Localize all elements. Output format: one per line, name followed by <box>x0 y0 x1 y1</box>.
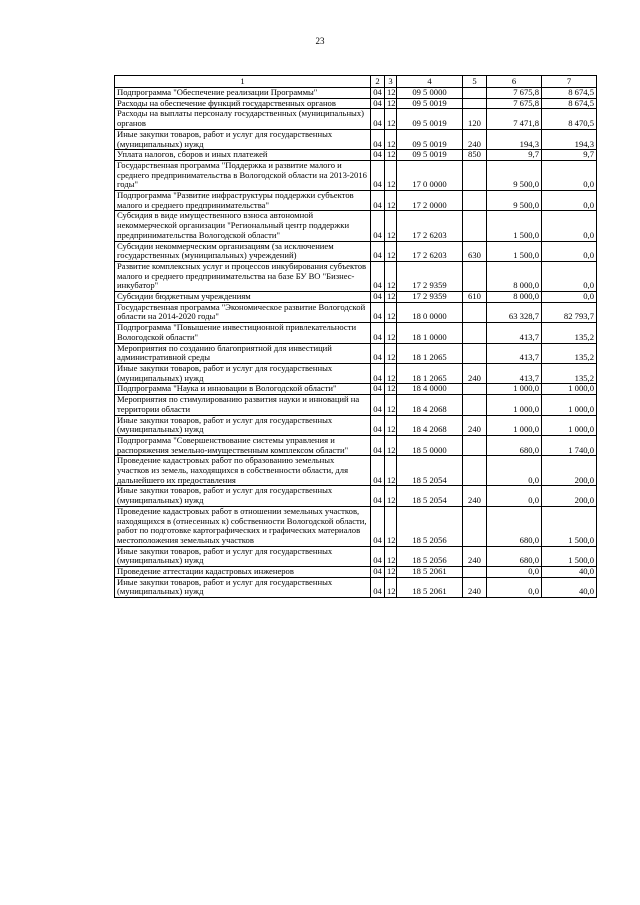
column-header: 7 <box>542 76 597 88</box>
amount-year-1: 7 675,8 <box>487 88 542 99</box>
subsection-code: 12 <box>385 129 397 149</box>
subsection-code: 12 <box>385 98 397 109</box>
section-code: 04 <box>371 435 385 455</box>
subsection-code: 12 <box>385 191 397 211</box>
amount-year-2: 0,0 <box>542 211 597 241</box>
row-description: Подпрограмма "Обеспечение реализации Программы" <box>115 88 371 99</box>
row-description: Государственная программа "Экономическое развитие Вологодской области на 2014-2020 годы" <box>115 302 371 322</box>
target-article-code: 18 5 2061 <box>397 577 463 597</box>
row-description: Проведение аттестации кадастровых инженеров <box>115 567 371 578</box>
column-header: 4 <box>397 76 463 88</box>
expense-type-code <box>463 384 487 395</box>
target-article-code: 18 5 2056 <box>397 546 463 566</box>
amount-year-2: 8 470,5 <box>542 109 597 129</box>
target-article-code: 09 5 0019 <box>397 109 463 129</box>
amount-year-2: 1 500,0 <box>542 506 597 546</box>
amount-year-2: 0,0 <box>542 191 597 211</box>
table-row <box>115 506 597 546</box>
table-row <box>115 150 597 161</box>
target-article-code: 17 2 6203 <box>397 211 463 241</box>
subsection-code: 12 <box>385 241 397 261</box>
table-row <box>115 292 597 303</box>
section-code: 04 <box>371 241 385 261</box>
column-header: 6 <box>487 76 542 88</box>
expense-type-code <box>463 323 487 343</box>
amount-year-2: 9,7 <box>542 150 597 161</box>
subsection-code: 12 <box>385 88 397 99</box>
table-row <box>115 415 597 435</box>
section-code: 04 <box>371 506 385 546</box>
amount-year-1: 1 500,0 <box>487 241 542 261</box>
target-article-code: 18 1 0000 <box>397 323 463 343</box>
target-article-code: 18 1 2065 <box>397 363 463 383</box>
amount-year-2: 1 000,0 <box>542 415 597 435</box>
amount-year-1: 680,0 <box>487 506 542 546</box>
amount-year-1: 9,7 <box>487 150 542 161</box>
expense-type-code: 240 <box>463 415 487 435</box>
expense-type-code <box>463 160 487 190</box>
section-code: 04 <box>371 88 385 99</box>
row-description: Подпрограмма "Развитие инфраструктуры поддержки субъектов малого и среднего предпринимательства" <box>115 191 371 211</box>
budget-table <box>114 75 597 598</box>
row-description: Развитие комплексных услуг и процессов инкубирования субъектов малого и среднего предпринимательства на базе БУ ВО "Бизнес-инкубатор" <box>115 261 371 291</box>
target-article-code: 18 4 2068 <box>397 415 463 435</box>
amount-year-2: 0,0 <box>542 261 597 291</box>
subsection-code: 12 <box>385 292 397 303</box>
target-article-code: 18 1 2065 <box>397 343 463 363</box>
table-row <box>115 88 597 99</box>
table-row <box>115 302 597 322</box>
row-description: Проведение кадастровых работ по образованию земельных участков из земель, находящихся в собственности области, для дальнейшего их предоставления <box>115 456 371 486</box>
row-description: Подпрограмма "Наука и инновации в Вологодской области" <box>115 384 371 395</box>
subsection-code: 12 <box>385 435 397 455</box>
section-code: 04 <box>371 415 385 435</box>
target-article-code: 17 2 9359 <box>397 292 463 303</box>
target-article-code: 18 5 2056 <box>397 506 463 546</box>
amount-year-2: 40,0 <box>542 577 597 597</box>
target-article-code: 09 5 0000 <box>397 88 463 99</box>
section-code: 04 <box>371 486 385 506</box>
amount-year-1: 1 000,0 <box>487 415 542 435</box>
column-header: 2 <box>371 76 385 88</box>
subsection-code: 12 <box>385 160 397 190</box>
subsection-code: 12 <box>385 486 397 506</box>
section-code: 04 <box>371 302 385 322</box>
subsection-code: 12 <box>385 395 397 415</box>
column-header: 1 <box>115 76 371 88</box>
target-article-code: 18 5 0000 <box>397 435 463 455</box>
section-code: 04 <box>371 456 385 486</box>
section-code: 04 <box>371 261 385 291</box>
amount-year-1: 680,0 <box>487 546 542 566</box>
expense-type-code: 630 <box>463 241 487 261</box>
expense-type-code <box>463 211 487 241</box>
subsection-code: 12 <box>385 343 397 363</box>
expense-type-code: 850 <box>463 150 487 161</box>
page-number: 23 <box>315 36 325 46</box>
table-row <box>115 211 597 241</box>
subsection-code: 12 <box>385 546 397 566</box>
table-row <box>115 191 597 211</box>
section-code: 04 <box>371 98 385 109</box>
row-description: Субсидия в виде имущественного взноса автономной некоммерческой организации "Региональный центр поддержки предпринимательства Вологодской области" <box>115 211 371 241</box>
table-row <box>115 129 597 149</box>
amount-year-1: 0,0 <box>487 456 542 486</box>
row-description: Иные закупки товаров, работ и услуг для государственных (муниципальных) нужд <box>115 415 371 435</box>
amount-year-1: 194,3 <box>487 129 542 149</box>
target-article-code: 09 5 0019 <box>397 150 463 161</box>
subsection-code: 12 <box>385 415 397 435</box>
expense-type-code: 240 <box>463 129 487 149</box>
amount-year-1: 680,0 <box>487 435 542 455</box>
expense-type-code <box>463 395 487 415</box>
section-code: 04 <box>371 129 385 149</box>
row-description: Расходы на обеспечение функций государственных органов <box>115 98 371 109</box>
amount-year-1: 1 000,0 <box>487 384 542 395</box>
amount-year-2: 0,0 <box>542 160 597 190</box>
section-code: 04 <box>371 546 385 566</box>
section-code: 04 <box>371 109 385 129</box>
amount-year-1: 7 675,8 <box>487 98 542 109</box>
target-article-code: 18 0 0000 <box>397 302 463 322</box>
table-row <box>115 435 597 455</box>
expense-type-code <box>463 567 487 578</box>
expense-type-code <box>463 261 487 291</box>
section-code: 04 <box>371 567 385 578</box>
table-row <box>115 261 597 291</box>
row-description: Иные закупки товаров, работ и услуг для государственных (муниципальных) нужд <box>115 129 371 149</box>
section-code: 04 <box>371 343 385 363</box>
table-row <box>115 241 597 261</box>
header-row <box>115 76 597 88</box>
expense-type-code: 120 <box>463 109 487 129</box>
amount-year-1: 9 500,0 <box>487 160 542 190</box>
subsection-code: 12 <box>385 150 397 161</box>
amount-year-2: 0,0 <box>542 241 597 261</box>
section-code: 04 <box>371 577 385 597</box>
amount-year-2: 135,2 <box>542 323 597 343</box>
row-description: Субсидии некоммерческим организациям (за исключением государственных (муниципальных) учреждений) <box>115 241 371 261</box>
amount-year-1: 63 328,7 <box>487 302 542 322</box>
table-row <box>115 323 597 343</box>
amount-year-1: 0,0 <box>487 486 542 506</box>
section-code: 04 <box>371 191 385 211</box>
expense-type-code: 240 <box>463 363 487 383</box>
expense-type-code <box>463 98 487 109</box>
subsection-code: 12 <box>385 506 397 546</box>
table-row <box>115 486 597 506</box>
expense-type-code: 240 <box>463 546 487 566</box>
section-code: 04 <box>371 160 385 190</box>
amount-year-1: 413,7 <box>487 343 542 363</box>
amount-year-2: 40,0 <box>542 567 597 578</box>
amount-year-2: 1 000,0 <box>542 395 597 415</box>
expense-type-code: 610 <box>463 292 487 303</box>
amount-year-2: 200,0 <box>542 456 597 486</box>
row-description: Мероприятия по стимулированию развития науки и инноваций на территории области <box>115 395 371 415</box>
row-description: Подпрограмма "Повышение инвестиционной привлекательности Вологодской области" <box>115 323 371 343</box>
table-row <box>115 363 597 383</box>
subsection-code: 12 <box>385 363 397 383</box>
target-article-code: 17 2 9359 <box>397 261 463 291</box>
expense-type-code: 240 <box>463 577 487 597</box>
amount-year-2: 200,0 <box>542 486 597 506</box>
subsection-code: 12 <box>385 302 397 322</box>
amount-year-1: 7 471,8 <box>487 109 542 129</box>
target-article-code: 17 2 0000 <box>397 191 463 211</box>
section-code: 04 <box>371 150 385 161</box>
subsection-code: 12 <box>385 109 397 129</box>
row-description: Расходы на выплаты персоналу государственных (муниципальных) органов <box>115 109 371 129</box>
subsection-code: 12 <box>385 567 397 578</box>
section-code: 04 <box>371 363 385 383</box>
subsection-code: 12 <box>385 577 397 597</box>
row-description: Иные закупки товаров, работ и услуг для государственных (муниципальных) нужд <box>115 486 371 506</box>
target-article-code: 18 4 2068 <box>397 395 463 415</box>
expense-type-code <box>463 435 487 455</box>
row-description: Иные закупки товаров, работ и услуг для государственных (муниципальных) нужд <box>115 577 371 597</box>
row-description: Субсидии бюджетным учреждениям <box>115 292 371 303</box>
expense-type-code <box>463 191 487 211</box>
row-description: Проведение кадастровых работ в отношении земельных участков, находящихся в (отнесенных к) собственности Вологодской области, работ по подготовке картографических и графических материалов местоположения земельных участков <box>115 506 371 546</box>
target-article-code: 09 5 0019 <box>397 98 463 109</box>
subsection-code: 12 <box>385 261 397 291</box>
amount-year-1: 413,7 <box>487 363 542 383</box>
expense-type-code <box>463 88 487 99</box>
subsection-code: 12 <box>385 323 397 343</box>
amount-year-2: 8 674,5 <box>542 88 597 99</box>
table-row <box>115 577 597 597</box>
target-article-code: 18 5 2061 <box>397 567 463 578</box>
amount-year-2: 8 674,5 <box>542 98 597 109</box>
amount-year-1: 0,0 <box>487 567 542 578</box>
amount-year-2: 1 500,0 <box>542 546 597 566</box>
row-description: Мероприятия по созданию благоприятной для инвестиций административной среды <box>115 343 371 363</box>
expense-type-code <box>463 343 487 363</box>
column-header: 3 <box>385 76 397 88</box>
expense-type-code <box>463 302 487 322</box>
row-description: Уплата налогов, сборов и иных платежей <box>115 150 371 161</box>
amount-year-2: 82 793,7 <box>542 302 597 322</box>
row-description: Иные закупки товаров, работ и услуг для государственных (муниципальных) нужд <box>115 546 371 566</box>
table-row <box>115 395 597 415</box>
amount-year-2: 135,2 <box>542 343 597 363</box>
amount-year-1: 8 000,0 <box>487 292 542 303</box>
target-article-code: 18 5 2054 <box>397 486 463 506</box>
section-code: 04 <box>371 292 385 303</box>
subsection-code: 12 <box>385 211 397 241</box>
amount-year-2: 135,2 <box>542 363 597 383</box>
expense-type-code: 240 <box>463 486 487 506</box>
table-row <box>115 98 597 109</box>
table-row <box>115 546 597 566</box>
amount-year-1: 9 500,0 <box>487 191 542 211</box>
section-code: 04 <box>371 395 385 415</box>
amount-year-1: 0,0 <box>487 577 542 597</box>
table-row <box>115 456 597 486</box>
table-row <box>115 343 597 363</box>
subsection-code: 12 <box>385 384 397 395</box>
section-code: 04 <box>371 211 385 241</box>
section-code: 04 <box>371 323 385 343</box>
amount-year-2: 1 000,0 <box>542 384 597 395</box>
target-article-code: 17 2 6203 <box>397 241 463 261</box>
row-description: Иные закупки товаров, работ и услуг для государственных (муниципальных) нужд <box>115 363 371 383</box>
table-row <box>115 567 597 578</box>
expense-type-code <box>463 456 487 486</box>
amount-year-1: 1 000,0 <box>487 395 542 415</box>
target-article-code: 18 4 0000 <box>397 384 463 395</box>
amount-year-1: 8 000,0 <box>487 261 542 291</box>
subsection-code: 12 <box>385 456 397 486</box>
amount-year-1: 413,7 <box>487 323 542 343</box>
amount-year-2: 1 740,0 <box>542 435 597 455</box>
column-header: 5 <box>463 76 487 88</box>
expense-type-code <box>463 506 487 546</box>
amount-year-2: 194,3 <box>542 129 597 149</box>
target-article-code: 18 5 2054 <box>397 456 463 486</box>
section-code: 04 <box>371 384 385 395</box>
target-article-code: 17 0 0000 <box>397 160 463 190</box>
row-description: Государственная программа "Поддержка и развитие малого и среднего предпринимательства в Вологодской области на 2013-2016 годы" <box>115 160 371 190</box>
table-row <box>115 109 597 129</box>
row-description: Подпрограмма "Совершенствование системы управления и распоряжения земельно-имущественным комплексом области" <box>115 435 371 455</box>
amount-year-2: 0,0 <box>542 292 597 303</box>
target-article-code: 09 5 0019 <box>397 129 463 149</box>
table-row <box>115 384 597 395</box>
amount-year-1: 1 500,0 <box>487 211 542 241</box>
table-row <box>115 160 597 190</box>
